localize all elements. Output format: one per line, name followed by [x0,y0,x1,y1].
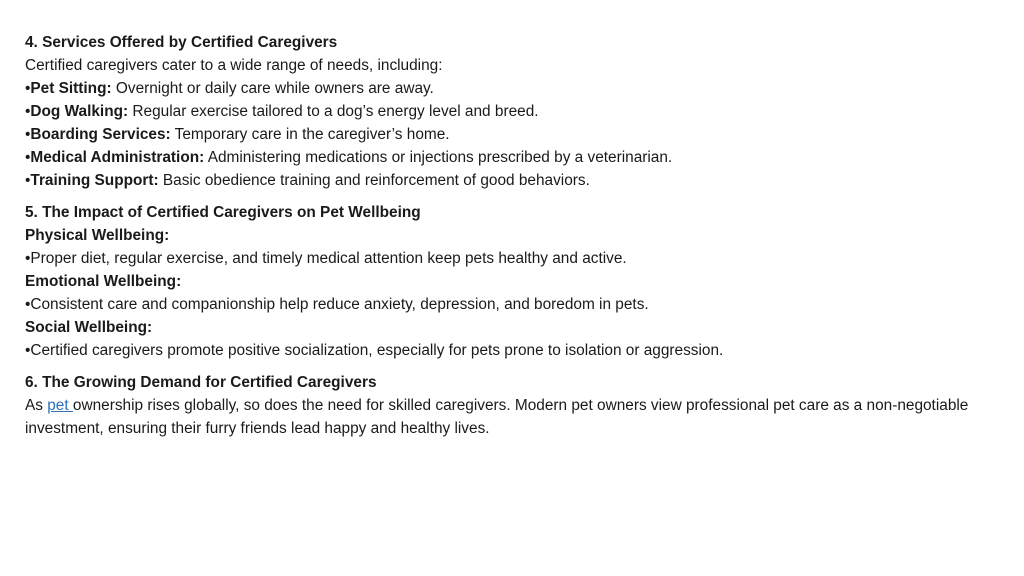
service-item-medical [25,146,1004,169]
service-term: Pet Sitting: [30,80,112,97]
demand-paragraph [25,394,1004,440]
emotional-bullet: •Consistent care and companionship help reduce anxiety, depression, and boredom in pets. [25,296,649,313]
demand-section [25,371,1004,440]
service-term: Training Support: [30,172,159,189]
services-section [25,31,1004,192]
service-term: Medical Administration: [30,149,205,166]
service-text: Administering medications or injections prescribed by a veterinarian. [204,149,673,166]
service-item-pet-sitting [25,77,1004,100]
demand-text-before: As [25,397,48,414]
bullet: • [25,103,31,120]
service-term: Dog Walking: [30,103,129,120]
service-item-training [25,169,1004,192]
bullet: • [25,149,31,166]
demand-text-after: ownership rises globally, so does the need for skilled caregivers. Modern pet owners view professional pet care as a non-negotiable investment, ensuring their furry friends lead happy and healthy lives. [25,397,969,437]
social-bullet: •Certified caregivers promote positive socialization, especially for pets prone to isolation or aggression. [25,342,724,359]
service-text: Regular exercise tailored to a dog’s energy level and breed. [128,103,539,120]
service-item-dog-walking [25,100,1004,123]
physical-subheading: Physical Wellbeing: [25,227,170,244]
social-subheading: Social Wellbeing: [25,319,153,336]
bullet: • [25,126,31,143]
service-text: Basic obedience training and reinforcement of good behaviors. [158,172,590,189]
service-text: Overnight or daily care while owners are away. [111,80,434,97]
emotional-subheading: Emotional Wellbeing: [25,273,182,290]
impact-section [25,201,1004,362]
service-term: Boarding Services: [30,126,171,143]
bullet: • [25,172,31,189]
service-item-boarding [25,123,1004,146]
services-intro: Certified caregivers cater to a wide range of needs, including: [25,57,443,74]
impact-heading: 5. The Impact of Certified Caregivers on Pet Wellbeing [25,204,421,221]
demand-heading: 6. The Growing Demand for Certified Caregivers [25,374,377,391]
bullet: • [25,80,31,97]
pet-link[interactable]: pet [47,397,73,414]
physical-bullet: •Proper diet, regular exercise, and timely medical attention keep pets healthy and active. [25,250,627,267]
service-text: Temporary care in the caregiver’s home. [170,126,450,143]
services-heading: 4. Services Offered by Certified Caregivers [25,34,338,51]
